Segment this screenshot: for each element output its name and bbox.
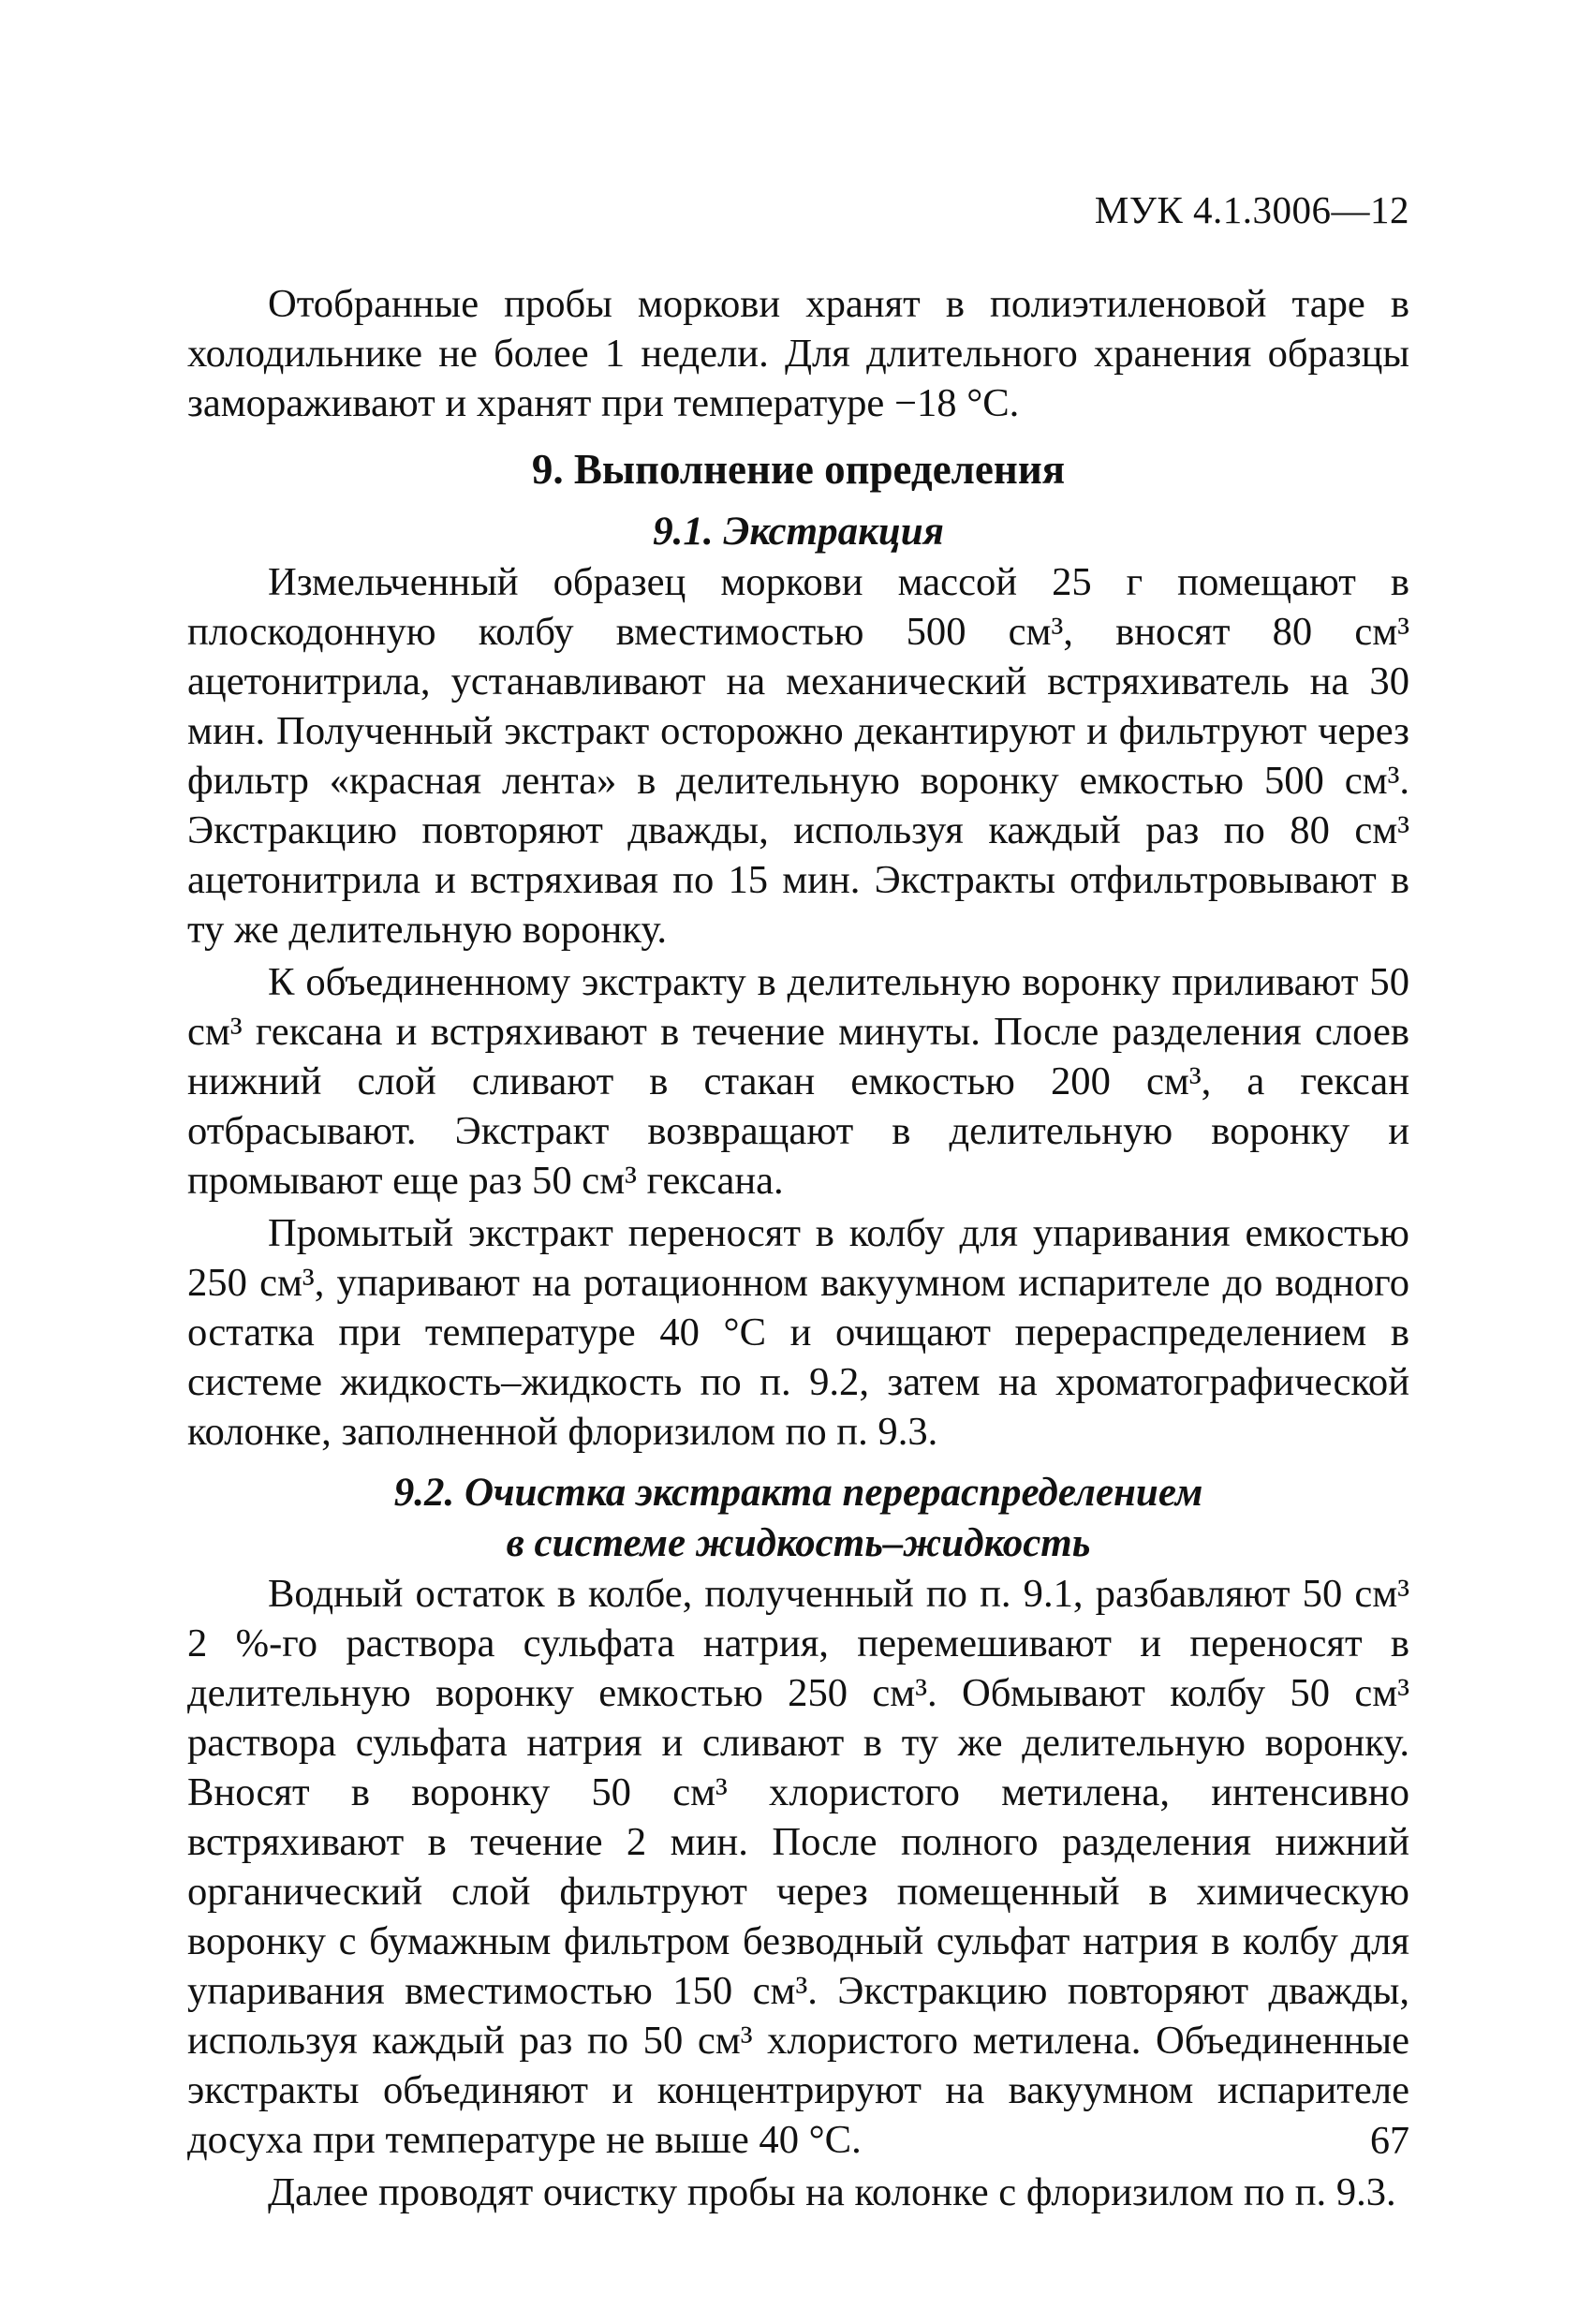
extraction-paragraph-2: К объединенному экстракту в делительную воронку приливают 50 см³ гексана и встряхивают в течение минуты. После разделения слоев нижний слой сливают в стакан емкостью 200 см³, а гексан отбрасывают. Экстракт возвращают в делительную воронку и промывают еще раз 50 см³ гексана. bbox=[187, 960, 1409, 1203]
intro-paragraph: Отобранные пробы моркови хранят в полиэтиленовой таре в холодильнике не более 1 недели. Для длительного хранения образцы замораживают и хранят при температуре −18 °С. bbox=[187, 282, 1409, 425]
extraction-paragraph-1: Измельченный образец моркови массой 25 г помещают в плоскодонную колбу вместимостью 500 см³, вносят 80 см³ ацетонитрила, устанавливают на механический встряхиватель на 30 мин. Полученный экстракт осторожно декантируют и фильтруют через фильтр «красная лента» в делительную воронку емкостью 500 см³. Экстракцию повторяют дважды, используя каждый раз по 80 см³ ацетонитрила и встряхивая по 15 мин. Экстракты отфильтровывают в ту же делительную воронку. bbox=[187, 560, 1409, 952]
cleanup-paragraph-2: Далее проводят очистку пробы на колонке с флоризилом по п. 9.3. bbox=[268, 2170, 1396, 2214]
subsection-title-cleanup-line2: в системе жидкость–жидкость bbox=[506, 1521, 1091, 1565]
cleanup-paragraph-1: Водный остаток в колбе, полученный по п. 9.1, разбавляют 50 см³ 2 %-го раствора сульфата натрия, перемешивают и переносят в делительную воронку емкостью 250 см³. Обмывают колбу 50 см³ раствора сульфата натрия и сливают в ту же делительную воронку. Вносят в воронку 50 см³ хлористого метилена, интенсивно встряхивают в течение 2 мин. После полного разделения нижний органический слой фильтруют через помещенный в химическую воронку с бумажным фильтром безводный сульфат натрия в колбу для упаривания вместимостью 150 см³. Экстракцию повторяют дважды, используя каждый раз по 50 см³ хлористого метилена. Объединенные экстракты объединяют и концентрируют на вакуумном испарителе досуха при температуре не выше 40 °С. bbox=[187, 1572, 1409, 2162]
section-title: 9. Выполнение определения bbox=[531, 446, 1066, 493]
page-body bbox=[187, 279, 1409, 2217]
subsection-title-cleanup-line1: 9.2. Очистка экстракта перераспределением bbox=[393, 1471, 1203, 1515]
subsection-title-extraction: 9.1. Экстракция bbox=[653, 510, 944, 554]
subsection-title-cleanup bbox=[187, 1468, 1409, 1569]
document-code-header: МУК 4.1.3006—12 bbox=[1094, 188, 1409, 231]
extraction-paragraph-3: Промытый экстракт переносят в колбу для упаривания емкостью 250 см³, упаривают на ротационном вакуумном испарителе до водного остатка при температуре 40 °С и очищают перераспределением в системе жидкость–жидкость по п. 9.2, затем на хроматографической колонке, заполненной флоризилом по п. 9.3. bbox=[187, 1211, 1409, 1454]
page-number: 67 bbox=[1370, 2120, 1409, 2163]
